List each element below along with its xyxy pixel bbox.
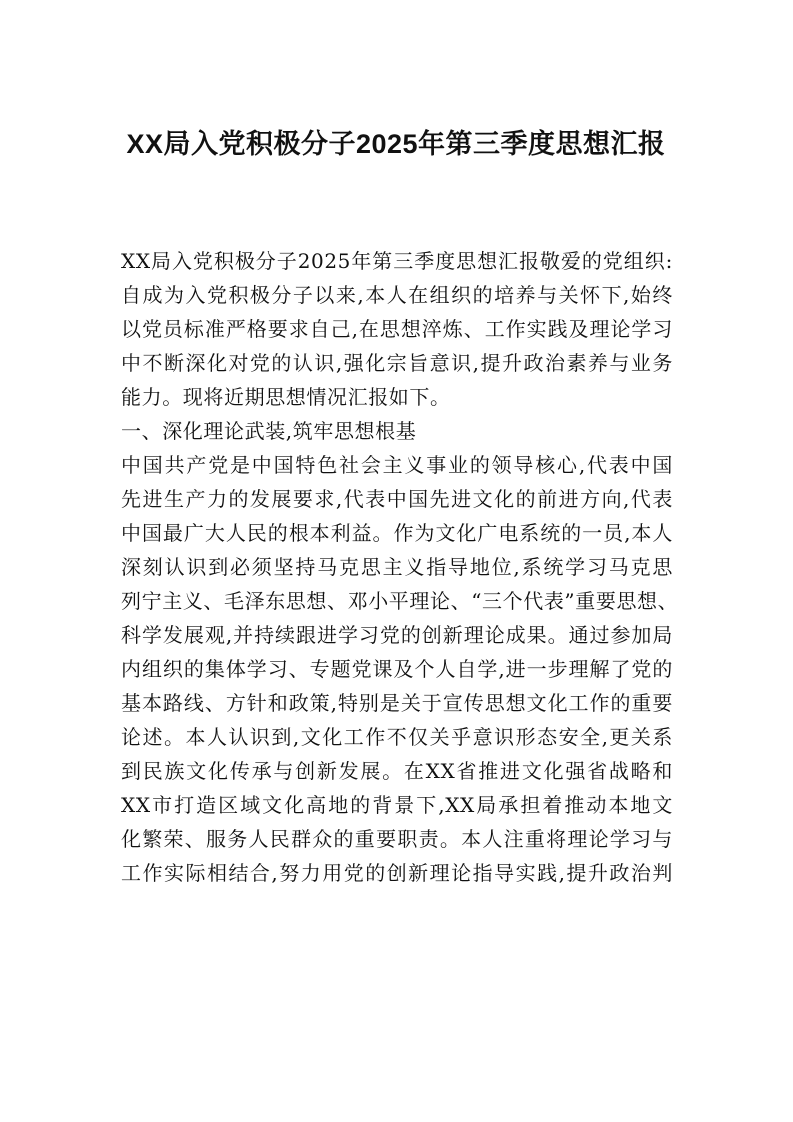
body-line: 自成为入党积极分子以来,本人在组织的培养与关怀下,始终	[121, 283, 673, 307]
body-line: XX局入党积极分子2025年第三季度思想汇报敬爱的党组织:	[121, 249, 673, 273]
body-line: 先进生产力的发展要求,代表中国先进文化的前进方向,代表	[121, 487, 673, 511]
body-line: 列宁主义、毛泽东思想、邓小平理论、“三个代表”重要思想、	[121, 589, 679, 613]
body-line: 能力。现将近期思想情况汇报如下。	[121, 385, 451, 409]
document-title: XX局入党积极分子2025年第三季度思想汇报	[126, 129, 666, 159]
body-line: 中不断深化对党的认识,强化宗旨意识,提升政治素养与业务	[121, 351, 673, 375]
body-line: 工作实际相结合,努力用党的创新理论指导实践,提升政治判	[121, 861, 673, 885]
body-line: 中国共产党是中国特色社会主义事业的领导核心,代表中国	[121, 453, 673, 477]
body-line: XX市打造区域文化高地的背景下,XX局承担着推动本地文	[121, 793, 673, 817]
body-line: 到民族文化传承与创新发展。在XX省推进文化强省战略和	[121, 759, 673, 783]
document-body	[121, 244, 679, 890]
body-line: 化繁荣、服务人民群众的重要职责。本人注重将理论学习与	[121, 827, 673, 851]
body-line: 基本路线、方针和政策,特别是关于宣传思想文化工作的重要	[121, 691, 673, 715]
body-line: 科学发展观,并持续跟进学习党的创新理论成果。通过参加局	[121, 623, 673, 647]
body-line: 中国最广大人民的根本利益。作为文化广电系统的一员,本人	[121, 521, 673, 545]
section-heading: 一、深化理论武装,筑牢思想根基	[121, 419, 417, 443]
body-line: 深刻认识到必须坚持马克思主义指导地位,系统学习马克思	[121, 555, 673, 579]
body-line: 论述。本人认识到,文化工作不仅关乎意识形态安全,更关系	[121, 725, 673, 749]
body-line: 以党员标准严格要求自己,在思想淬炼、工作实践及理论学习	[121, 317, 673, 341]
body-line: 内组织的集体学习、专题党课及个人自学,进一步理解了党的	[121, 657, 673, 681]
